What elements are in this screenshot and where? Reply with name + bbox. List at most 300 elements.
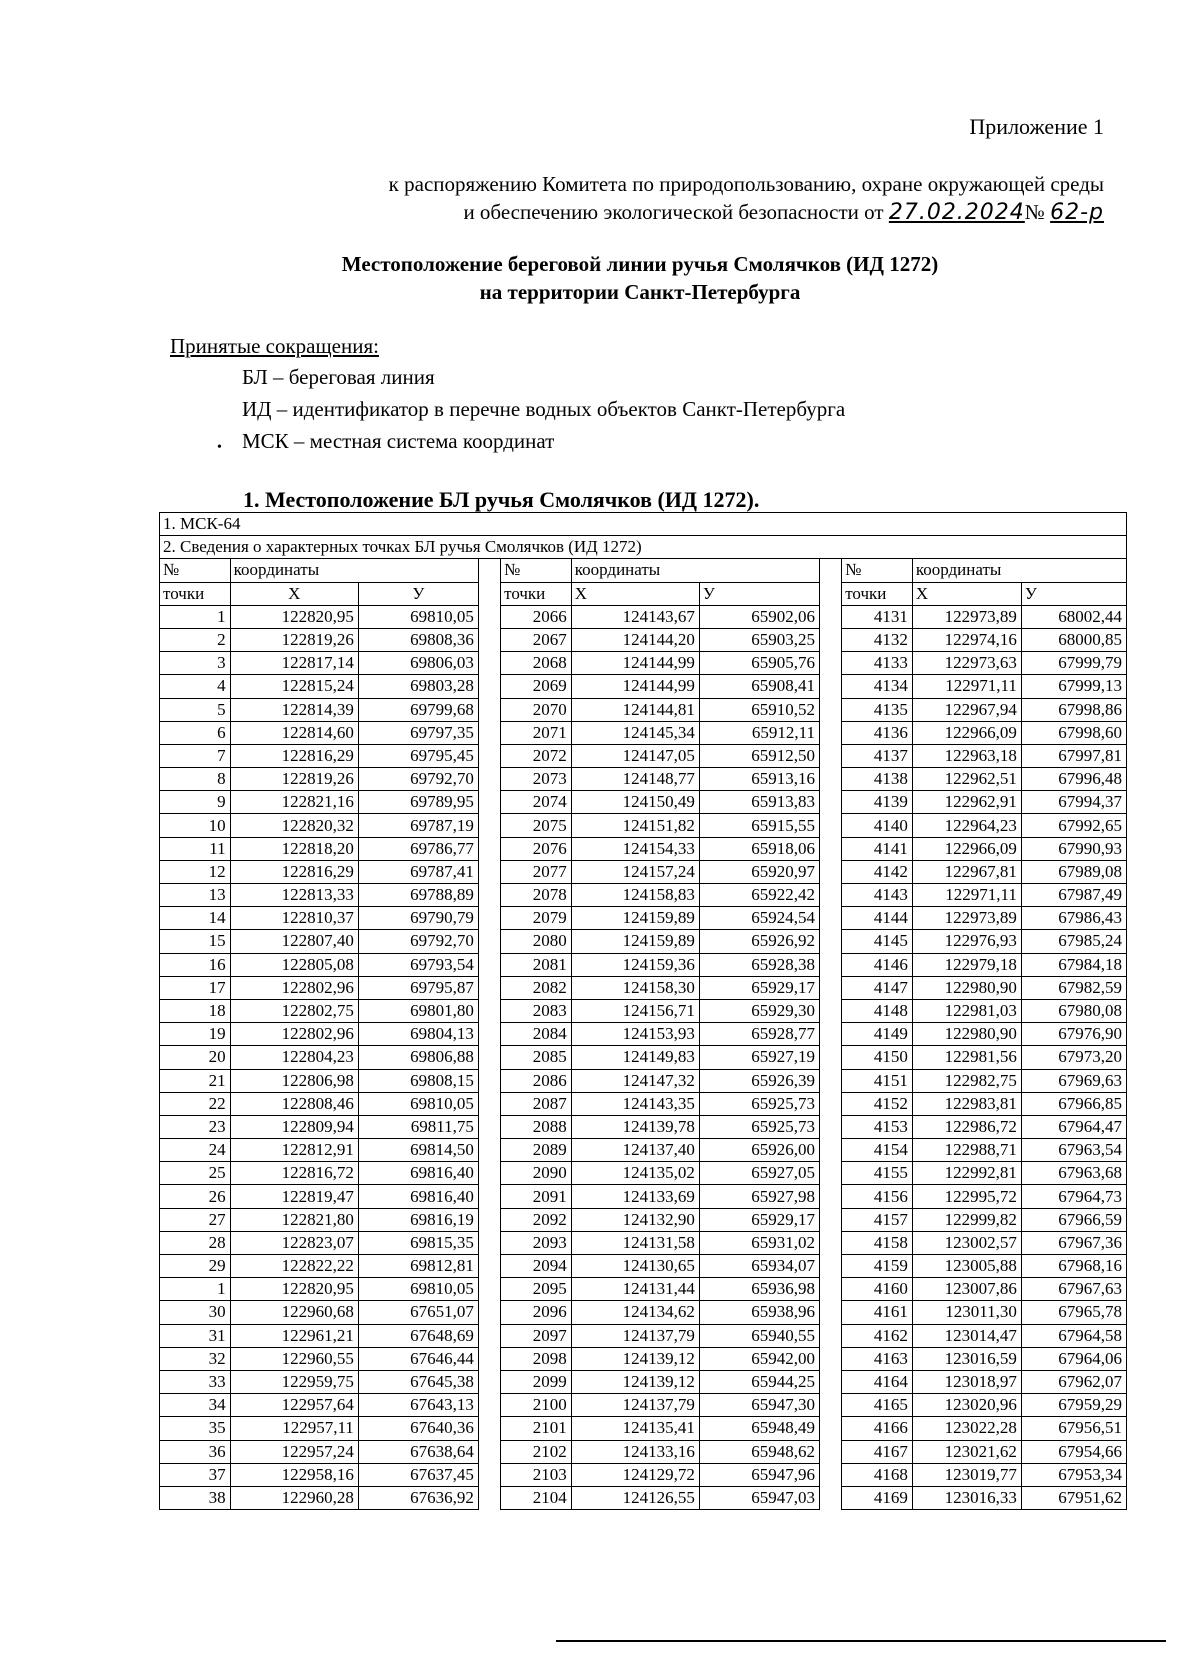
- y-coordinate-cell: 65912,11: [699, 721, 819, 744]
- point-number-cell: 2091: [501, 1185, 572, 1208]
- x-coordinate-cell: 124154,33: [571, 837, 699, 860]
- table-row: [160, 953, 1127, 976]
- column-gap: [820, 953, 842, 976]
- x-coordinate-cell: 122979,18: [912, 953, 1021, 976]
- col-header-y: У: [358, 582, 478, 605]
- column-gap: [478, 860, 500, 883]
- x-coordinate-cell: 123011,30: [912, 1301, 1021, 1324]
- column-gap: [820, 1115, 842, 1138]
- table-row: [160, 1046, 1127, 1069]
- y-coordinate-cell: 67998,60: [1021, 721, 1126, 744]
- column-gap: [820, 652, 842, 675]
- column-gap: [820, 930, 842, 953]
- x-coordinate-cell: 122966,09: [912, 721, 1021, 744]
- x-coordinate-cell: 122820,95: [230, 1278, 358, 1301]
- point-number-cell: 4153: [842, 1115, 913, 1138]
- point-number-cell: 2081: [501, 953, 572, 976]
- y-coordinate-cell: 69806,03: [358, 652, 478, 675]
- coordinate-system-cell: 1. МСК-64: [160, 513, 1127, 536]
- y-coordinate-cell: 69792,70: [358, 768, 478, 791]
- y-coordinate-cell: 65913,16: [699, 768, 819, 791]
- x-coordinate-cell: 124139,12: [571, 1347, 699, 1370]
- y-coordinate-cell: 65926,92: [699, 930, 819, 953]
- x-coordinate-cell: 122973,89: [912, 605, 1021, 628]
- x-coordinate-cell: 124139,78: [571, 1115, 699, 1138]
- y-coordinate-cell: 69801,80: [358, 999, 478, 1022]
- column-gap: [820, 582, 842, 605]
- x-coordinate-cell: 124134,62: [571, 1301, 699, 1324]
- y-coordinate-cell: 68002,44: [1021, 605, 1126, 628]
- point-number-cell: 2102: [501, 1440, 572, 1463]
- title-line-1: Местоположение береговой линии ручья Смолячков (ИД 1272): [341, 252, 939, 276]
- x-coordinate-cell: 124135,41: [571, 1417, 699, 1440]
- point-number-cell: 4131: [842, 605, 913, 628]
- x-coordinate-cell: 122810,37: [230, 907, 358, 930]
- point-number-cell: 3: [160, 652, 231, 675]
- point-number-cell: 2082: [501, 976, 572, 999]
- col-header-no: №: [842, 559, 913, 582]
- point-number-cell: 16: [160, 953, 231, 976]
- y-coordinate-cell: 67964,73: [1021, 1185, 1126, 1208]
- column-gap: [478, 1185, 500, 1208]
- y-coordinate-cell: 67969,63: [1021, 1069, 1126, 1092]
- x-coordinate-cell: 124139,12: [571, 1370, 699, 1393]
- point-number-cell: 4150: [842, 1046, 913, 1069]
- y-coordinate-cell: 65948,62: [699, 1440, 819, 1463]
- y-coordinate-cell: 67962,07: [1021, 1370, 1126, 1393]
- order-line-2: [224, 198, 1104, 227]
- point-number-cell: 4133: [842, 652, 913, 675]
- point-number-cell: 24: [160, 1139, 231, 1162]
- column-gap: [478, 930, 500, 953]
- y-coordinate-cell: 67966,85: [1021, 1092, 1126, 1115]
- col-header-x: X: [571, 582, 699, 605]
- point-number-cell: 26: [160, 1185, 231, 1208]
- y-coordinate-cell: 65929,30: [699, 999, 819, 1022]
- column-gap: [478, 768, 500, 791]
- x-coordinate-cell: 124131,44: [571, 1278, 699, 1301]
- y-coordinate-cell: 69787,19: [358, 814, 478, 837]
- table-row: [160, 721, 1127, 744]
- x-coordinate-cell: 122999,82: [912, 1208, 1021, 1231]
- column-gap: [820, 1092, 842, 1115]
- point-number-cell: 30: [160, 1301, 231, 1324]
- order-number: 62-р: [1050, 200, 1104, 225]
- column-gap: [820, 1394, 842, 1417]
- table-row: [160, 1115, 1127, 1138]
- x-coordinate-cell: 122813,33: [230, 884, 358, 907]
- point-number-cell: 4169: [842, 1486, 913, 1509]
- x-coordinate-cell: 122822,22: [230, 1255, 358, 1278]
- column-gap: [478, 582, 500, 605]
- point-number-cell: 4136: [842, 721, 913, 744]
- x-coordinate-cell: 122962,51: [912, 768, 1021, 791]
- column-gap: [478, 628, 500, 651]
- column-gap: [478, 1255, 500, 1278]
- x-coordinate-cell: 122816,29: [230, 860, 358, 883]
- y-coordinate-cell: 65920,97: [699, 860, 819, 883]
- y-coordinate-cell: 67999,79: [1021, 652, 1126, 675]
- column-gap: [820, 1185, 842, 1208]
- y-coordinate-cell: 67651,07: [358, 1301, 478, 1324]
- point-number-cell: 4147: [842, 976, 913, 999]
- table-row: [160, 605, 1127, 628]
- x-coordinate-cell: 122983,81: [912, 1092, 1021, 1115]
- y-coordinate-cell: 67967,63: [1021, 1278, 1126, 1301]
- x-coordinate-cell: 122816,29: [230, 744, 358, 767]
- x-coordinate-cell: 123021,62: [912, 1440, 1021, 1463]
- y-coordinate-cell: 67976,90: [1021, 1023, 1126, 1046]
- table-row: [160, 1092, 1127, 1115]
- table-row: [160, 1486, 1127, 1509]
- column-gap: [820, 1046, 842, 1069]
- column-gap: [478, 605, 500, 628]
- point-number-cell: 36: [160, 1440, 231, 1463]
- y-coordinate-cell: 65934,07: [699, 1255, 819, 1278]
- point-number-cell: 2071: [501, 721, 572, 744]
- point-number-cell: 38: [160, 1486, 231, 1509]
- x-coordinate-cell: 123016,33: [912, 1486, 1021, 1509]
- column-gap: [478, 1463, 500, 1486]
- x-coordinate-cell: 124145,34: [571, 721, 699, 744]
- x-coordinate-cell: 124158,83: [571, 884, 699, 907]
- table-row: [160, 628, 1127, 651]
- y-coordinate-cell: 65918,06: [699, 837, 819, 860]
- y-coordinate-cell: 67648,69: [358, 1324, 478, 1347]
- x-coordinate-cell: 124135,02: [571, 1162, 699, 1185]
- x-coordinate-cell: 122818,20: [230, 837, 358, 860]
- column-gap: [820, 1255, 842, 1278]
- col-header-coords: координаты: [571, 559, 819, 582]
- column-gap: [478, 698, 500, 721]
- x-coordinate-cell: 124130,65: [571, 1255, 699, 1278]
- x-coordinate-cell: 124153,93: [571, 1023, 699, 1046]
- column-gap: [820, 1370, 842, 1393]
- point-number-cell: 14: [160, 907, 231, 930]
- y-coordinate-cell: 69806,88: [358, 1046, 478, 1069]
- point-number-cell: 17: [160, 976, 231, 999]
- point-number-cell: 4159: [842, 1255, 913, 1278]
- point-number-cell: 25: [160, 1162, 231, 1185]
- x-coordinate-cell: 122957,11: [230, 1417, 358, 1440]
- x-coordinate-cell: 124159,89: [571, 930, 699, 953]
- x-coordinate-cell: 124158,30: [571, 976, 699, 999]
- x-coordinate-cell: 122973,63: [912, 652, 1021, 675]
- y-coordinate-cell: 67964,47: [1021, 1115, 1126, 1138]
- x-coordinate-cell: 122967,81: [912, 860, 1021, 883]
- point-number-cell: 2098: [501, 1347, 572, 1370]
- table-description-cell: 2. Сведения о характерных точках БЛ ручья Смолячков (ИД 1272): [160, 536, 1127, 559]
- column-gap: [478, 1347, 500, 1370]
- x-coordinate-cell: 124129,72: [571, 1463, 699, 1486]
- x-coordinate-cell: 124132,90: [571, 1208, 699, 1231]
- y-coordinate-cell: 65925,73: [699, 1092, 819, 1115]
- x-coordinate-cell: 122819,26: [230, 628, 358, 651]
- point-number-cell: 2075: [501, 814, 572, 837]
- point-number-cell: 32: [160, 1347, 231, 1370]
- y-coordinate-cell: 69792,70: [358, 930, 478, 953]
- point-number-cell: 15: [160, 930, 231, 953]
- column-gap: [478, 907, 500, 930]
- x-coordinate-cell: 122807,40: [230, 930, 358, 953]
- point-number-cell: 4164: [842, 1370, 913, 1393]
- x-coordinate-cell: 122960,68: [230, 1301, 358, 1324]
- col-header-point: точки: [842, 582, 913, 605]
- y-coordinate-cell: 65910,52: [699, 698, 819, 721]
- point-number-cell: 4144: [842, 907, 913, 930]
- point-number-cell: 33: [160, 1370, 231, 1393]
- column-gap: [820, 1231, 842, 1254]
- x-coordinate-cell: 122814,39: [230, 698, 358, 721]
- point-number-cell: 4158: [842, 1231, 913, 1254]
- y-coordinate-cell: 67973,20: [1021, 1046, 1126, 1069]
- point-number-cell: 21: [160, 1069, 231, 1092]
- y-coordinate-cell: 67996,48: [1021, 768, 1126, 791]
- table-row: [160, 1231, 1127, 1254]
- point-number-cell: 4157: [842, 1208, 913, 1231]
- y-coordinate-cell: 67967,36: [1021, 1231, 1126, 1254]
- x-coordinate-cell: 123005,88: [912, 1255, 1021, 1278]
- y-coordinate-cell: 67963,54: [1021, 1139, 1126, 1162]
- y-coordinate-cell: 69810,05: [358, 1278, 478, 1301]
- column-gap: [820, 698, 842, 721]
- x-coordinate-cell: 122960,55: [230, 1347, 358, 1370]
- point-number-cell: 2083: [501, 999, 572, 1022]
- x-coordinate-cell: 122976,93: [912, 930, 1021, 953]
- y-coordinate-cell: 67992,65: [1021, 814, 1126, 837]
- x-coordinate-cell: 122974,16: [912, 628, 1021, 651]
- column-gap: [820, 721, 842, 744]
- y-coordinate-cell: 65931,02: [699, 1231, 819, 1254]
- x-coordinate-cell: 122962,91: [912, 791, 1021, 814]
- column-gap: [820, 1347, 842, 1370]
- abbreviation-item: БЛ – береговая линия: [242, 365, 435, 389]
- col-header-no: №: [501, 559, 572, 582]
- x-coordinate-cell: 123007,86: [912, 1278, 1021, 1301]
- point-number-cell: 18: [160, 999, 231, 1022]
- point-number-cell: 4132: [842, 628, 913, 651]
- y-coordinate-cell: 69816,19: [358, 1208, 478, 1231]
- column-gap: [820, 884, 842, 907]
- column-gap: [478, 652, 500, 675]
- point-number-cell: 29: [160, 1255, 231, 1278]
- y-coordinate-cell: 67640,36: [358, 1417, 478, 1440]
- table-header-row-1: [160, 559, 1127, 582]
- point-number-cell: 4142: [842, 860, 913, 883]
- y-coordinate-cell: 65927,05: [699, 1162, 819, 1185]
- column-gap: [820, 860, 842, 883]
- x-coordinate-cell: 124144,99: [571, 675, 699, 698]
- point-number-cell: 4154: [842, 1139, 913, 1162]
- order-number-label: №: [1024, 200, 1045, 224]
- point-number-cell: 2077: [501, 860, 572, 883]
- table-row: [160, 1440, 1127, 1463]
- column-gap: [478, 1486, 500, 1509]
- point-number-cell: 4161: [842, 1301, 913, 1324]
- table-row: [160, 791, 1127, 814]
- column-gap: [820, 814, 842, 837]
- y-coordinate-cell: 67963,68: [1021, 1162, 1126, 1185]
- point-number-cell: 4148: [842, 999, 913, 1022]
- col-header-x: X: [912, 582, 1021, 605]
- y-coordinate-cell: 67964,58: [1021, 1324, 1126, 1347]
- point-number-cell: 2069: [501, 675, 572, 698]
- column-gap: [820, 1486, 842, 1509]
- y-coordinate-cell: 67999,13: [1021, 675, 1126, 698]
- y-coordinate-cell: 67636,92: [358, 1486, 478, 1509]
- y-coordinate-cell: 69787,41: [358, 860, 478, 883]
- column-gap: [478, 1046, 500, 1069]
- x-coordinate-cell: 122958,16: [230, 1463, 358, 1486]
- column-gap: [478, 1324, 500, 1347]
- column-gap: [820, 1417, 842, 1440]
- x-coordinate-cell: 122821,16: [230, 791, 358, 814]
- table-row: [160, 884, 1127, 907]
- x-coordinate-cell: 124131,58: [571, 1231, 699, 1254]
- x-coordinate-cell: 122981,56: [912, 1046, 1021, 1069]
- point-number-cell: 2084: [501, 1023, 572, 1046]
- point-number-cell: 4141: [842, 837, 913, 860]
- x-coordinate-cell: 124159,89: [571, 907, 699, 930]
- table-row: [160, 1463, 1127, 1486]
- column-gap: [820, 675, 842, 698]
- table-row: [160, 698, 1127, 721]
- table-row: [160, 1139, 1127, 1162]
- y-coordinate-cell: 67966,59: [1021, 1208, 1126, 1231]
- column-gap: [478, 953, 500, 976]
- title-line-2: на территории Санкт-Петербурга: [479, 280, 801, 304]
- point-number-cell: 12: [160, 860, 231, 883]
- point-number-cell: 2092: [501, 1208, 572, 1231]
- column-gap: [820, 1023, 842, 1046]
- x-coordinate-cell: 122971,11: [912, 675, 1021, 698]
- point-number-cell: 6: [160, 721, 231, 744]
- x-coordinate-cell: 124149,83: [571, 1046, 699, 1069]
- x-coordinate-cell: 123016,59: [912, 1347, 1021, 1370]
- y-coordinate-cell: 65905,76: [699, 652, 819, 675]
- column-gap: [478, 559, 500, 582]
- y-coordinate-cell: 65947,03: [699, 1486, 819, 1509]
- table-row: [160, 1023, 1127, 1046]
- column-gap: [478, 1301, 500, 1324]
- table-row: [160, 1162, 1127, 1185]
- x-coordinate-cell: 122966,09: [912, 837, 1021, 860]
- y-coordinate-cell: 65928,38: [699, 953, 819, 976]
- y-coordinate-cell: 69786,77: [358, 837, 478, 860]
- x-coordinate-cell: 122820,32: [230, 814, 358, 837]
- table-row: [160, 1255, 1127, 1278]
- x-coordinate-cell: 122805,08: [230, 953, 358, 976]
- y-coordinate-cell: 69810,05: [358, 605, 478, 628]
- column-gap: [820, 628, 842, 651]
- x-coordinate-cell: 124137,40: [571, 1139, 699, 1162]
- point-number-cell: 37: [160, 1463, 231, 1486]
- point-number-cell: 22: [160, 1092, 231, 1115]
- column-gap: [478, 837, 500, 860]
- column-gap: [478, 675, 500, 698]
- y-coordinate-cell: 65929,17: [699, 976, 819, 999]
- column-gap: [478, 976, 500, 999]
- y-coordinate-cell: 67643,13: [358, 1394, 478, 1417]
- column-gap: [478, 1394, 500, 1417]
- x-coordinate-cell: 124151,82: [571, 814, 699, 837]
- column-gap: [820, 999, 842, 1022]
- point-number-cell: 2087: [501, 1092, 572, 1115]
- x-coordinate-cell: 122981,03: [912, 999, 1021, 1022]
- point-number-cell: 4143: [842, 884, 913, 907]
- point-number-cell: 4166: [842, 1417, 913, 1440]
- order-line-1: к распоряжению Комитета по природопользованию, охране окружающей среды: [388, 172, 1104, 196]
- point-number-cell: 13: [160, 884, 231, 907]
- y-coordinate-cell: 65947,30: [699, 1394, 819, 1417]
- y-coordinate-cell: 67984,18: [1021, 953, 1126, 976]
- x-coordinate-cell: 124157,24: [571, 860, 699, 883]
- point-number-cell: 4163: [842, 1347, 913, 1370]
- column-gap: [478, 1208, 500, 1231]
- column-gap: [478, 1069, 500, 1092]
- point-number-cell: 4137: [842, 744, 913, 767]
- table-row: [160, 744, 1127, 767]
- point-number-cell: 10: [160, 814, 231, 837]
- point-number-cell: 2095: [501, 1278, 572, 1301]
- y-coordinate-cell: 69797,35: [358, 721, 478, 744]
- col-header-no: №: [160, 559, 231, 582]
- point-number-cell: 4165: [842, 1394, 913, 1417]
- point-number-cell: 11: [160, 837, 231, 860]
- col-header-x: X: [230, 582, 358, 605]
- x-coordinate-cell: 122973,89: [912, 907, 1021, 930]
- y-coordinate-cell: 67953,34: [1021, 1463, 1126, 1486]
- x-coordinate-cell: 122961,21: [230, 1324, 358, 1347]
- y-coordinate-cell: 65928,77: [699, 1023, 819, 1046]
- point-number-cell: 2096: [501, 1301, 572, 1324]
- col-header-y: У: [1021, 582, 1126, 605]
- y-coordinate-cell: 67956,51: [1021, 1417, 1126, 1440]
- x-coordinate-cell: 124144,99: [571, 652, 699, 675]
- y-coordinate-cell: 69803,28: [358, 675, 478, 698]
- y-coordinate-cell: 65926,39: [699, 1069, 819, 1092]
- point-number-cell: 2103: [501, 1463, 572, 1486]
- column-gap: [478, 1440, 500, 1463]
- point-number-cell: 2073: [501, 768, 572, 791]
- table-row: [160, 837, 1127, 860]
- y-coordinate-cell: 67968,16: [1021, 1255, 1126, 1278]
- table-row: [160, 1417, 1127, 1440]
- y-coordinate-cell: 69789,95: [358, 791, 478, 814]
- x-coordinate-cell: 122963,18: [912, 744, 1021, 767]
- y-coordinate-cell: 69795,87: [358, 976, 478, 999]
- col-header-y: У: [699, 582, 819, 605]
- point-number-cell: 2085: [501, 1046, 572, 1069]
- point-number-cell: 4151: [842, 1069, 913, 1092]
- column-gap: [820, 976, 842, 999]
- col-header-coords: координаты: [912, 559, 1126, 582]
- column-gap: [478, 1139, 500, 1162]
- column-gap: [820, 837, 842, 860]
- y-coordinate-cell: 69814,50: [358, 1139, 478, 1162]
- column-gap: [820, 791, 842, 814]
- y-coordinate-cell: 69799,68: [358, 698, 478, 721]
- table-row: [160, 1394, 1127, 1417]
- x-coordinate-cell: 124126,55: [571, 1486, 699, 1509]
- point-number-cell: 4149: [842, 1023, 913, 1046]
- x-coordinate-cell: 122808,46: [230, 1092, 358, 1115]
- table-header-row-2: [160, 582, 1127, 605]
- table-row: [160, 1301, 1127, 1324]
- y-coordinate-cell: 67997,81: [1021, 744, 1126, 767]
- column-gap: [478, 1417, 500, 1440]
- x-coordinate-cell: 122967,94: [912, 698, 1021, 721]
